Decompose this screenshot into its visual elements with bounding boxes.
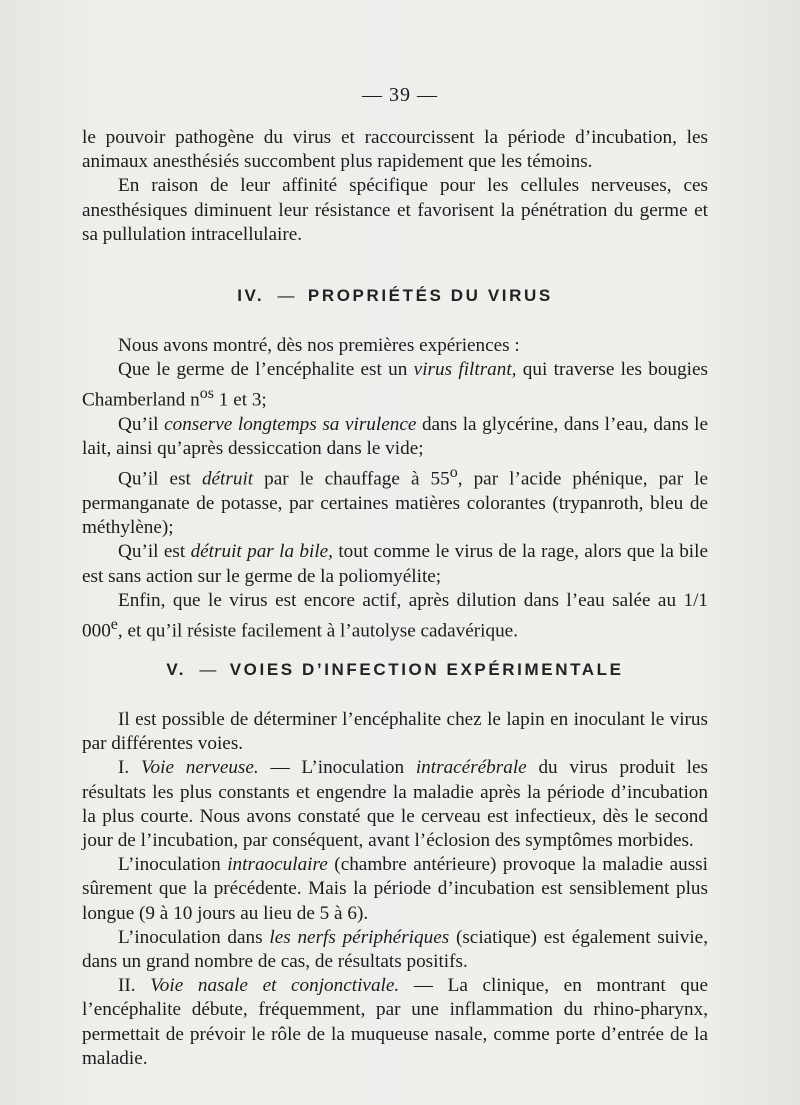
heading-dash: — [199, 660, 217, 679]
emphasis: intracérébrale [415, 757, 527, 779]
heading-dash: — [277, 286, 295, 305]
text-run: II. [118, 975, 151, 997]
text-run: qui traverse les bougies Chamberland n [82, 359, 708, 411]
emphasis: Voie nerveuse. [140, 757, 259, 779]
paragraph [82, 540, 708, 588]
text-run: (sciatique) est également suivie, dans un grand nombre de cas, de résultats positifs. [82, 926, 709, 973]
text-block-properties [82, 334, 708, 644]
superscript: os [199, 385, 214, 403]
text-run: par le chauffage à 55 [253, 468, 450, 490]
section-title: VOIES D’INFECTION EXPÉRIMENTALE [229, 660, 624, 679]
text-run: , par l’acide phénique, par le permanganate de potasse, par certaines matières colorantes (trypanroth, bleu de méthylène); [82, 468, 708, 539]
text-run: Qu’il est [118, 468, 202, 490]
text-run: I. [118, 757, 141, 779]
emphasis: virus filtrant, [413, 359, 517, 381]
paragraph [82, 853, 708, 926]
text-run: Que le germe de l’encéphalite est un [118, 359, 414, 381]
paragraph: En raison de leur affinité spécifique pour les cellules nerveuses, ces anesthésiques diminuent leur résistance et favorisent la pénétration du germe et sa pullulation intracellulaire. [82, 175, 708, 245]
text-run: — L’inoculation [258, 757, 416, 779]
paragraph [82, 461, 708, 540]
emphasis: les nerfs périphériques [269, 926, 450, 948]
superscript: e [110, 616, 118, 634]
emphasis: intraoculaire [227, 854, 328, 876]
text-run: (chambre antérieure) provoque la maladie aussi sûrement que la précédente. Mais la période d’incubation est sensiblement plus longue (9 à 10 jours au lieu de 5 à 6). [82, 854, 708, 924]
section-number: V. [166, 660, 187, 679]
text-block-intro [82, 126, 708, 247]
text-run: , et qu’il résiste facilement à l’autolyse cadavérique. [117, 620, 518, 642]
paragraph [82, 589, 708, 644]
text-run: — La clinique, en montrant que l’encéphalite débute, fréquemment, par une inflammation du rhino-pharynx, permettait de prévoir le rôle de la muqueuse nasale, comme porte d’entrée de la maladie. [82, 975, 708, 1069]
text-run: Enfin, que le virus est encore actif, après dilution dans l’eau salée au 1/1 000 [82, 589, 708, 642]
section-number: IV. [237, 286, 265, 305]
emphasis: conserve longtemps sa virulence [164, 414, 417, 435]
text-run: tout comme le virus de la rage, alors que la bile est sans action sur le germe de la poliomyélite; [82, 541, 708, 587]
paragraph: Nous avons montré, dès nos premières expériences : [118, 335, 520, 356]
text-block-infection [82, 708, 708, 1071]
page-number: — 39 — [362, 84, 438, 106]
emphasis: détruit par la bile, [190, 541, 333, 563]
text-run: L’inoculation dans [118, 926, 270, 948]
section-heading-iv [82, 286, 708, 306]
emphasis: détruit [201, 468, 254, 490]
text-run: L’inoculation [118, 854, 228, 876]
text-run: du virus produit les résultats les plus constants et engendre la maladie après la période d’incubation la plus courte. Nous avons constaté que le cerveau est infectieux, dès le second jour de l’incubation, par conséquent, avant l’éclosion des symptômes morbides. [82, 757, 708, 852]
paragraph [82, 413, 708, 461]
paragraph [82, 756, 708, 853]
text-run: Qu’il est [118, 541, 191, 563]
paragraph: Il est possible de déterminer l’encéphalite chez le lapin en inoculant le virus par différentes voies. [82, 709, 708, 755]
section-title: PROPRIÉTÉS DU VIRUS [307, 286, 553, 305]
paragraph: le pouvoir pathogène du virus et raccourcissent la période d’incubation, les animaux anesthésiés succombent plus rapidement que les témoins. [82, 127, 708, 173]
section-heading-v [82, 660, 708, 680]
text-run: Qu’il [118, 414, 165, 435]
text-run: dans la glycérine, dans l’eau, dans le lait, ainsi qu’après dessiccation dans le vide; [82, 414, 708, 460]
superscript: o [449, 464, 458, 482]
paragraph [82, 926, 708, 974]
emphasis: Voie nasale et conjonctivale. [150, 975, 400, 997]
paragraph [82, 974, 708, 1071]
text-run: 1 et 3; [214, 389, 267, 411]
paragraph [82, 358, 708, 413]
